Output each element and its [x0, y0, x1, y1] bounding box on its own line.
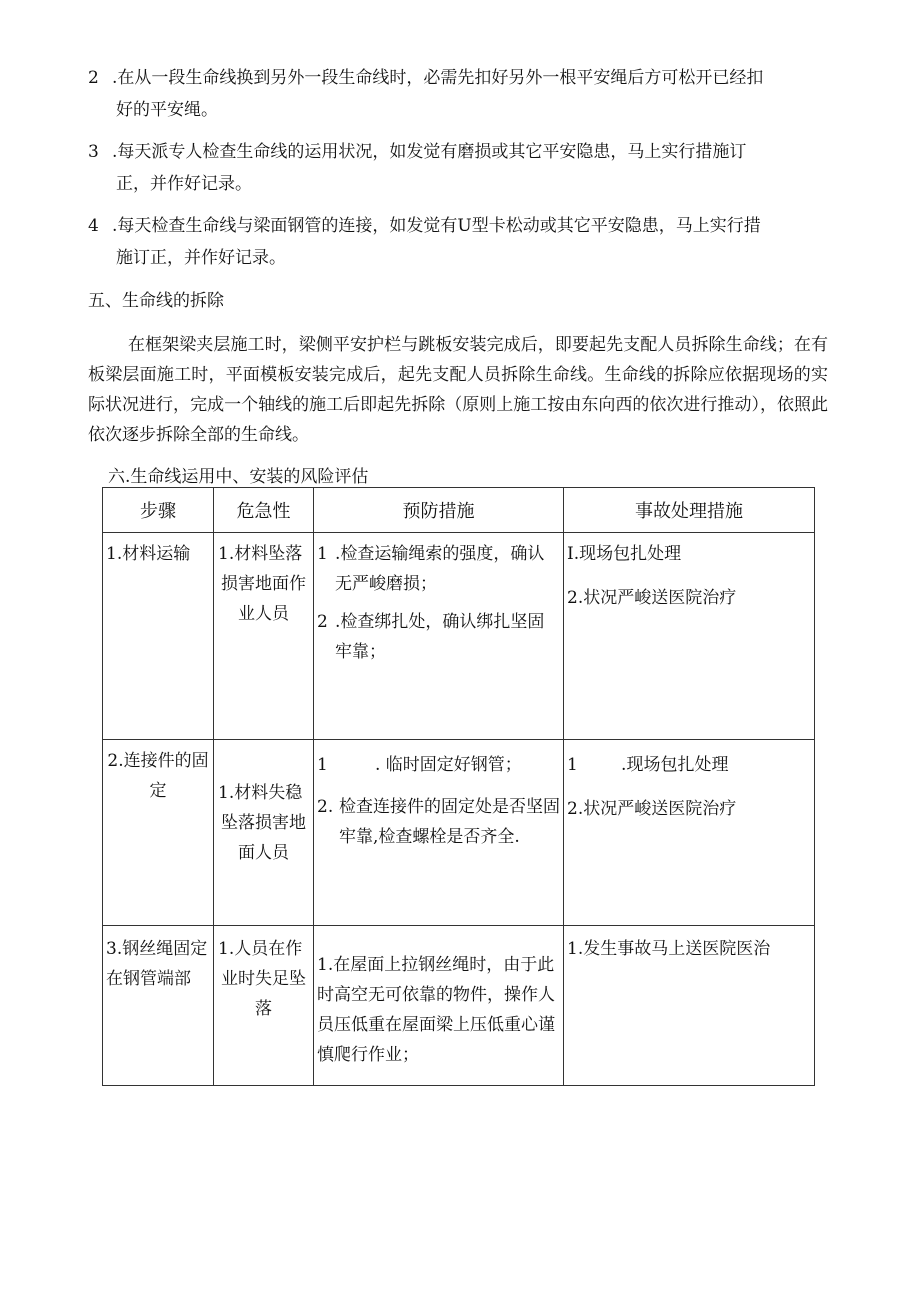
- danger-cell: [214, 533, 313, 635]
- prevention-num: 2: [317, 612, 328, 632]
- handling-item: 1.发生事故马上送医院医治: [567, 939, 771, 959]
- handling-cell: [564, 740, 814, 828]
- item-text: .在从一段生命线换到另外一段生命线时，必需先扣好另外一根平安绳后方可松开已经扣: [112, 68, 764, 88]
- prevention-item: [317, 539, 560, 599]
- prevention-cell: [314, 533, 563, 679]
- danger-cell: [214, 926, 313, 1030]
- item-number: 3: [88, 142, 99, 162]
- danger-cell: [214, 740, 313, 874]
- handling-item: 2.状况严峻送医院治疗: [567, 799, 737, 819]
- table-header-row: [103, 488, 815, 533]
- danger-lead: 1.人员在作: [218, 939, 303, 959]
- table-row: [103, 740, 815, 926]
- prevention-text: .检查运输绳索的强度，确认无严峻磨损；: [335, 544, 545, 594]
- prevention-text: . 临时固定好钢管；: [375, 755, 522, 775]
- prevention-item: [317, 607, 560, 667]
- item-number: 4: [88, 216, 99, 236]
- prevention-text: .检查绑扎处，确认绑扎坚固牢靠；: [335, 612, 545, 662]
- danger-rest: 坠落损害地面人员: [221, 813, 306, 863]
- prevention-cell: [314, 740, 563, 864]
- step-cell: 3.钢丝绳固定在钢管端部: [106, 939, 208, 989]
- prevention-cell: [314, 926, 563, 1074]
- risk-table: [102, 487, 815, 1086]
- item-text: .每天检查生命线与梁面钢管的连接，如发觉有U型卡松动或其它平安隐患，马上实行措: [112, 216, 761, 236]
- danger-rest: 业时失足坠落: [221, 969, 306, 1019]
- step-cell: 1.材料运输: [106, 544, 191, 564]
- prevention-text: 1.在屋面上拉钢丝绳时，由于此时高空无可依靠的物件，操作人员压低重在屋面梁上压低重心谨慎爬行作业；: [317, 955, 555, 1065]
- prevention-num: 1: [317, 544, 328, 564]
- item-text-continued: 好的平安绳。: [116, 100, 218, 120]
- header-step: 步骤: [103, 488, 214, 533]
- handling-cell: [564, 533, 814, 617]
- header-danger: 危急性: [214, 488, 314, 533]
- table-row: [103, 533, 815, 740]
- danger-lead: 1.材料失稳: [218, 783, 303, 803]
- prevention-item: [317, 750, 560, 780]
- prevention-num: 1: [317, 755, 328, 775]
- prevention-text: 检查连接件的固定处是否坚固牢靠,检查螺栓是否齐全.: [339, 797, 560, 847]
- item-text: .每天派专人检查生命线的运用状况，如发觉有磨损或其它平安隐患，马上实行措施订: [112, 142, 747, 162]
- item-number: 2: [88, 68, 99, 88]
- item-text-continued: 施订正，并作好记录。: [116, 248, 286, 268]
- handling-item: 1 .现场包扎处理: [567, 755, 729, 775]
- step-cell: 2.连接件的固定: [107, 751, 209, 801]
- handling-cell: [564, 926, 814, 968]
- section-heading: 五、生命线的拆除: [88, 291, 224, 311]
- header-prevention: 预防措施: [314, 488, 564, 533]
- table-row: [103, 926, 815, 1086]
- handling-item: I.现场包扎处理: [567, 544, 682, 564]
- item-text-continued: 正，并作好记录。: [116, 174, 252, 194]
- paragraph-text: 在框架梁夹层施工时，梁侧平安护栏与跳板安装完成后，即要起先支配人员拆除生命线；在有板梁层面施工时，平面模板安装完成后，起先支配人员拆除生命线。生命线的拆除应依据现场的实际状况进行，完成一个轴线的施工后即起先拆除（原则上施工按由东向西的依次进行推动），依照此依次逐步拆除全部的生命线。: [88, 335, 828, 445]
- table-title: 六.生命线运用中、安装的风险评估: [108, 467, 369, 487]
- header-handling: 事故处理措施: [564, 488, 815, 533]
- prevention-num: 2.: [317, 797, 334, 817]
- prevention-item: [317, 792, 560, 852]
- handling-item: 2.状况严峻送医院治疗: [567, 588, 737, 608]
- danger-rest: 损害地面作业人员: [221, 574, 306, 624]
- danger-lead: 1.材料坠落: [218, 544, 303, 564]
- section-paragraph: [88, 330, 828, 450]
